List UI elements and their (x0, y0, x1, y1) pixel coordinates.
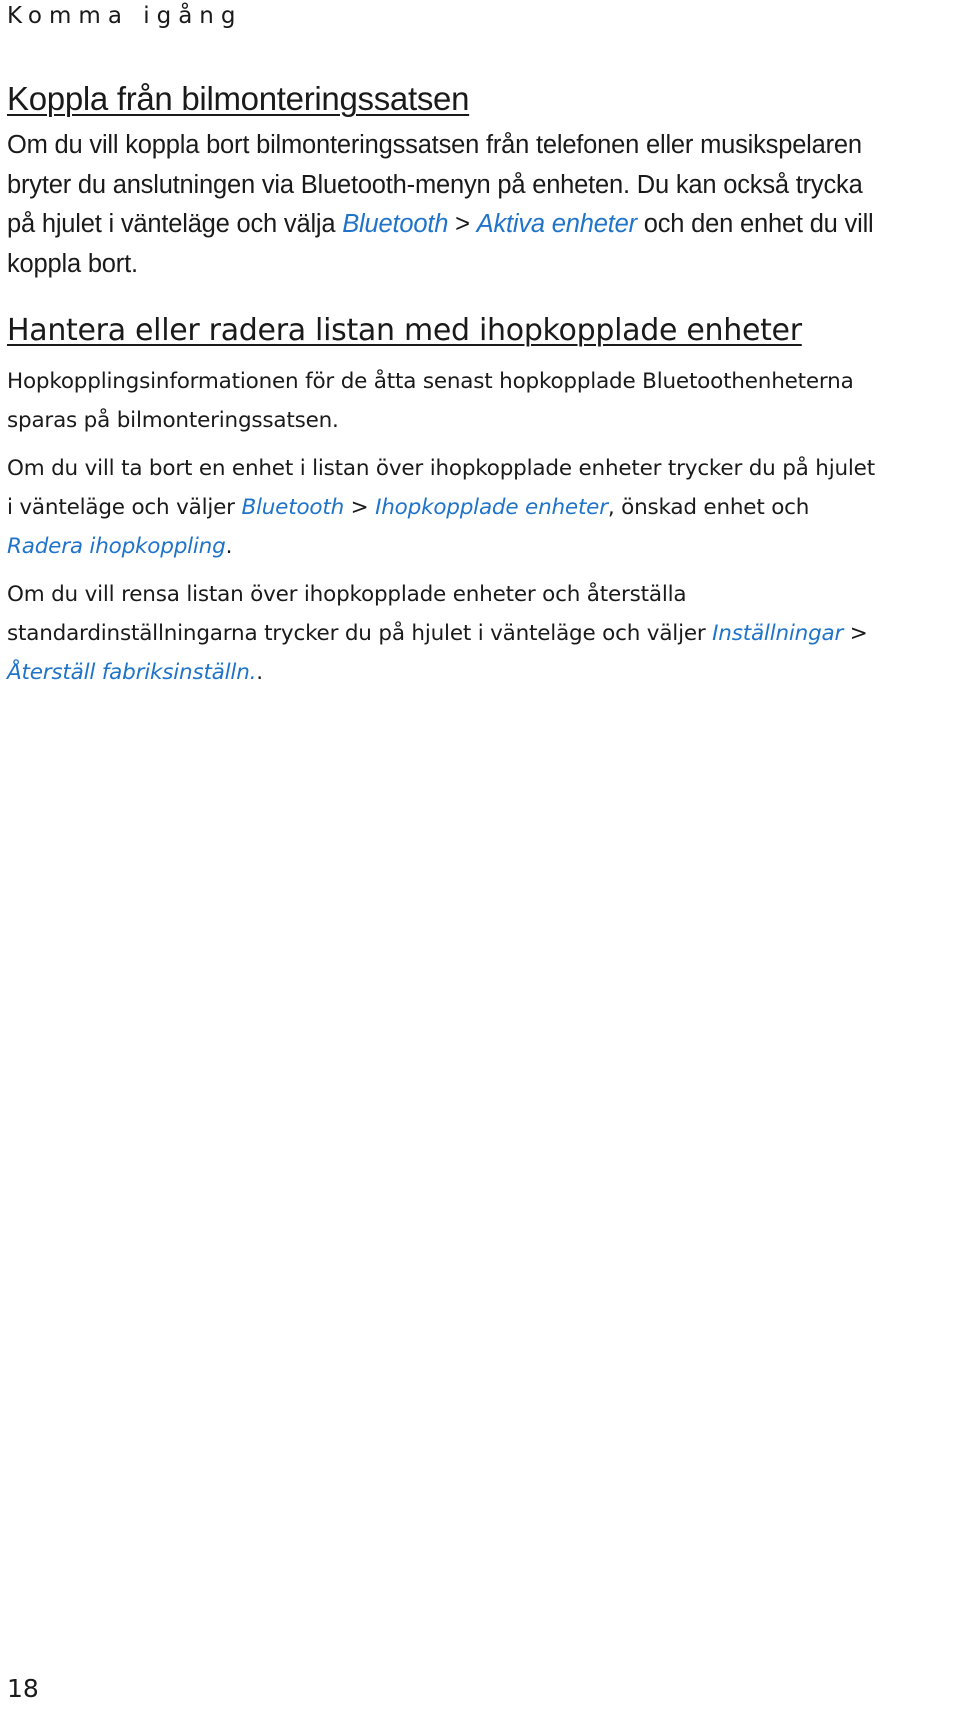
paragraph (7, 449, 877, 566)
menu-path-restore-factory-settings: Återställ fabriksinställn. (7, 660, 257, 685)
paragraph-text: . (225, 534, 233, 559)
section-heading: Hantera eller radera listan med ihopkopplade enheter (7, 313, 802, 348)
section-heading: Koppla från bilmonteringssatsen (7, 80, 470, 117)
menu-path-paired-devices: Ihopkopplade enheter (375, 495, 608, 520)
running-header: Komma igång (7, 3, 243, 29)
paragraph (7, 362, 877, 440)
paragraph (7, 575, 877, 692)
section-manage-paired-list (7, 310, 953, 692)
menu-path-settings: Inställningar (712, 621, 844, 646)
paragraph-text: och den enhet du vill koppla bort. (7, 210, 874, 278)
menu-path-active-devices: Aktiva enheter (476, 210, 637, 238)
page-number: 18 (7, 1674, 39, 1703)
paragraph-text: Om du vill rensa listan över ihopkopplade enheter och återställa standardinställningarna trycker du på hjulet i vänteläge och väljer (7, 582, 713, 646)
page-content (7, 78, 953, 692)
path-separator: > (843, 621, 868, 646)
paragraph-text: Hopkopplingsinformationen för de åtta senast hopkopplade Bluetoothenheterna sparas på bilmonteringssatsen. (7, 369, 854, 433)
menu-path-bluetooth: Bluetooth (342, 210, 449, 238)
path-separator: > (448, 210, 477, 238)
path-separator: > (344, 495, 376, 520)
paragraph-text: Om du vill ta bort en enhet i listan över ihopkopplade enheter trycker du på hjulet i vänteläge och väljer (7, 456, 875, 520)
section-disconnect-car-kit (7, 78, 953, 284)
paragraph-text: Om du vill koppla bort bilmonteringssatsen från telefonen eller musikspelaren bryter du anslutningen via Bluetooth-menyn på enheten. Du kan också trycka på hjulet i vänteläge och välja (7, 131, 863, 238)
paragraph-text: , önskad enhet och (607, 495, 810, 520)
paragraph (7, 126, 877, 284)
paragraph-text: . (256, 660, 263, 685)
menu-path-bluetooth: Bluetooth (241, 495, 345, 520)
menu-path-delete-pairing: Radera ihopkoppling (7, 534, 226, 559)
